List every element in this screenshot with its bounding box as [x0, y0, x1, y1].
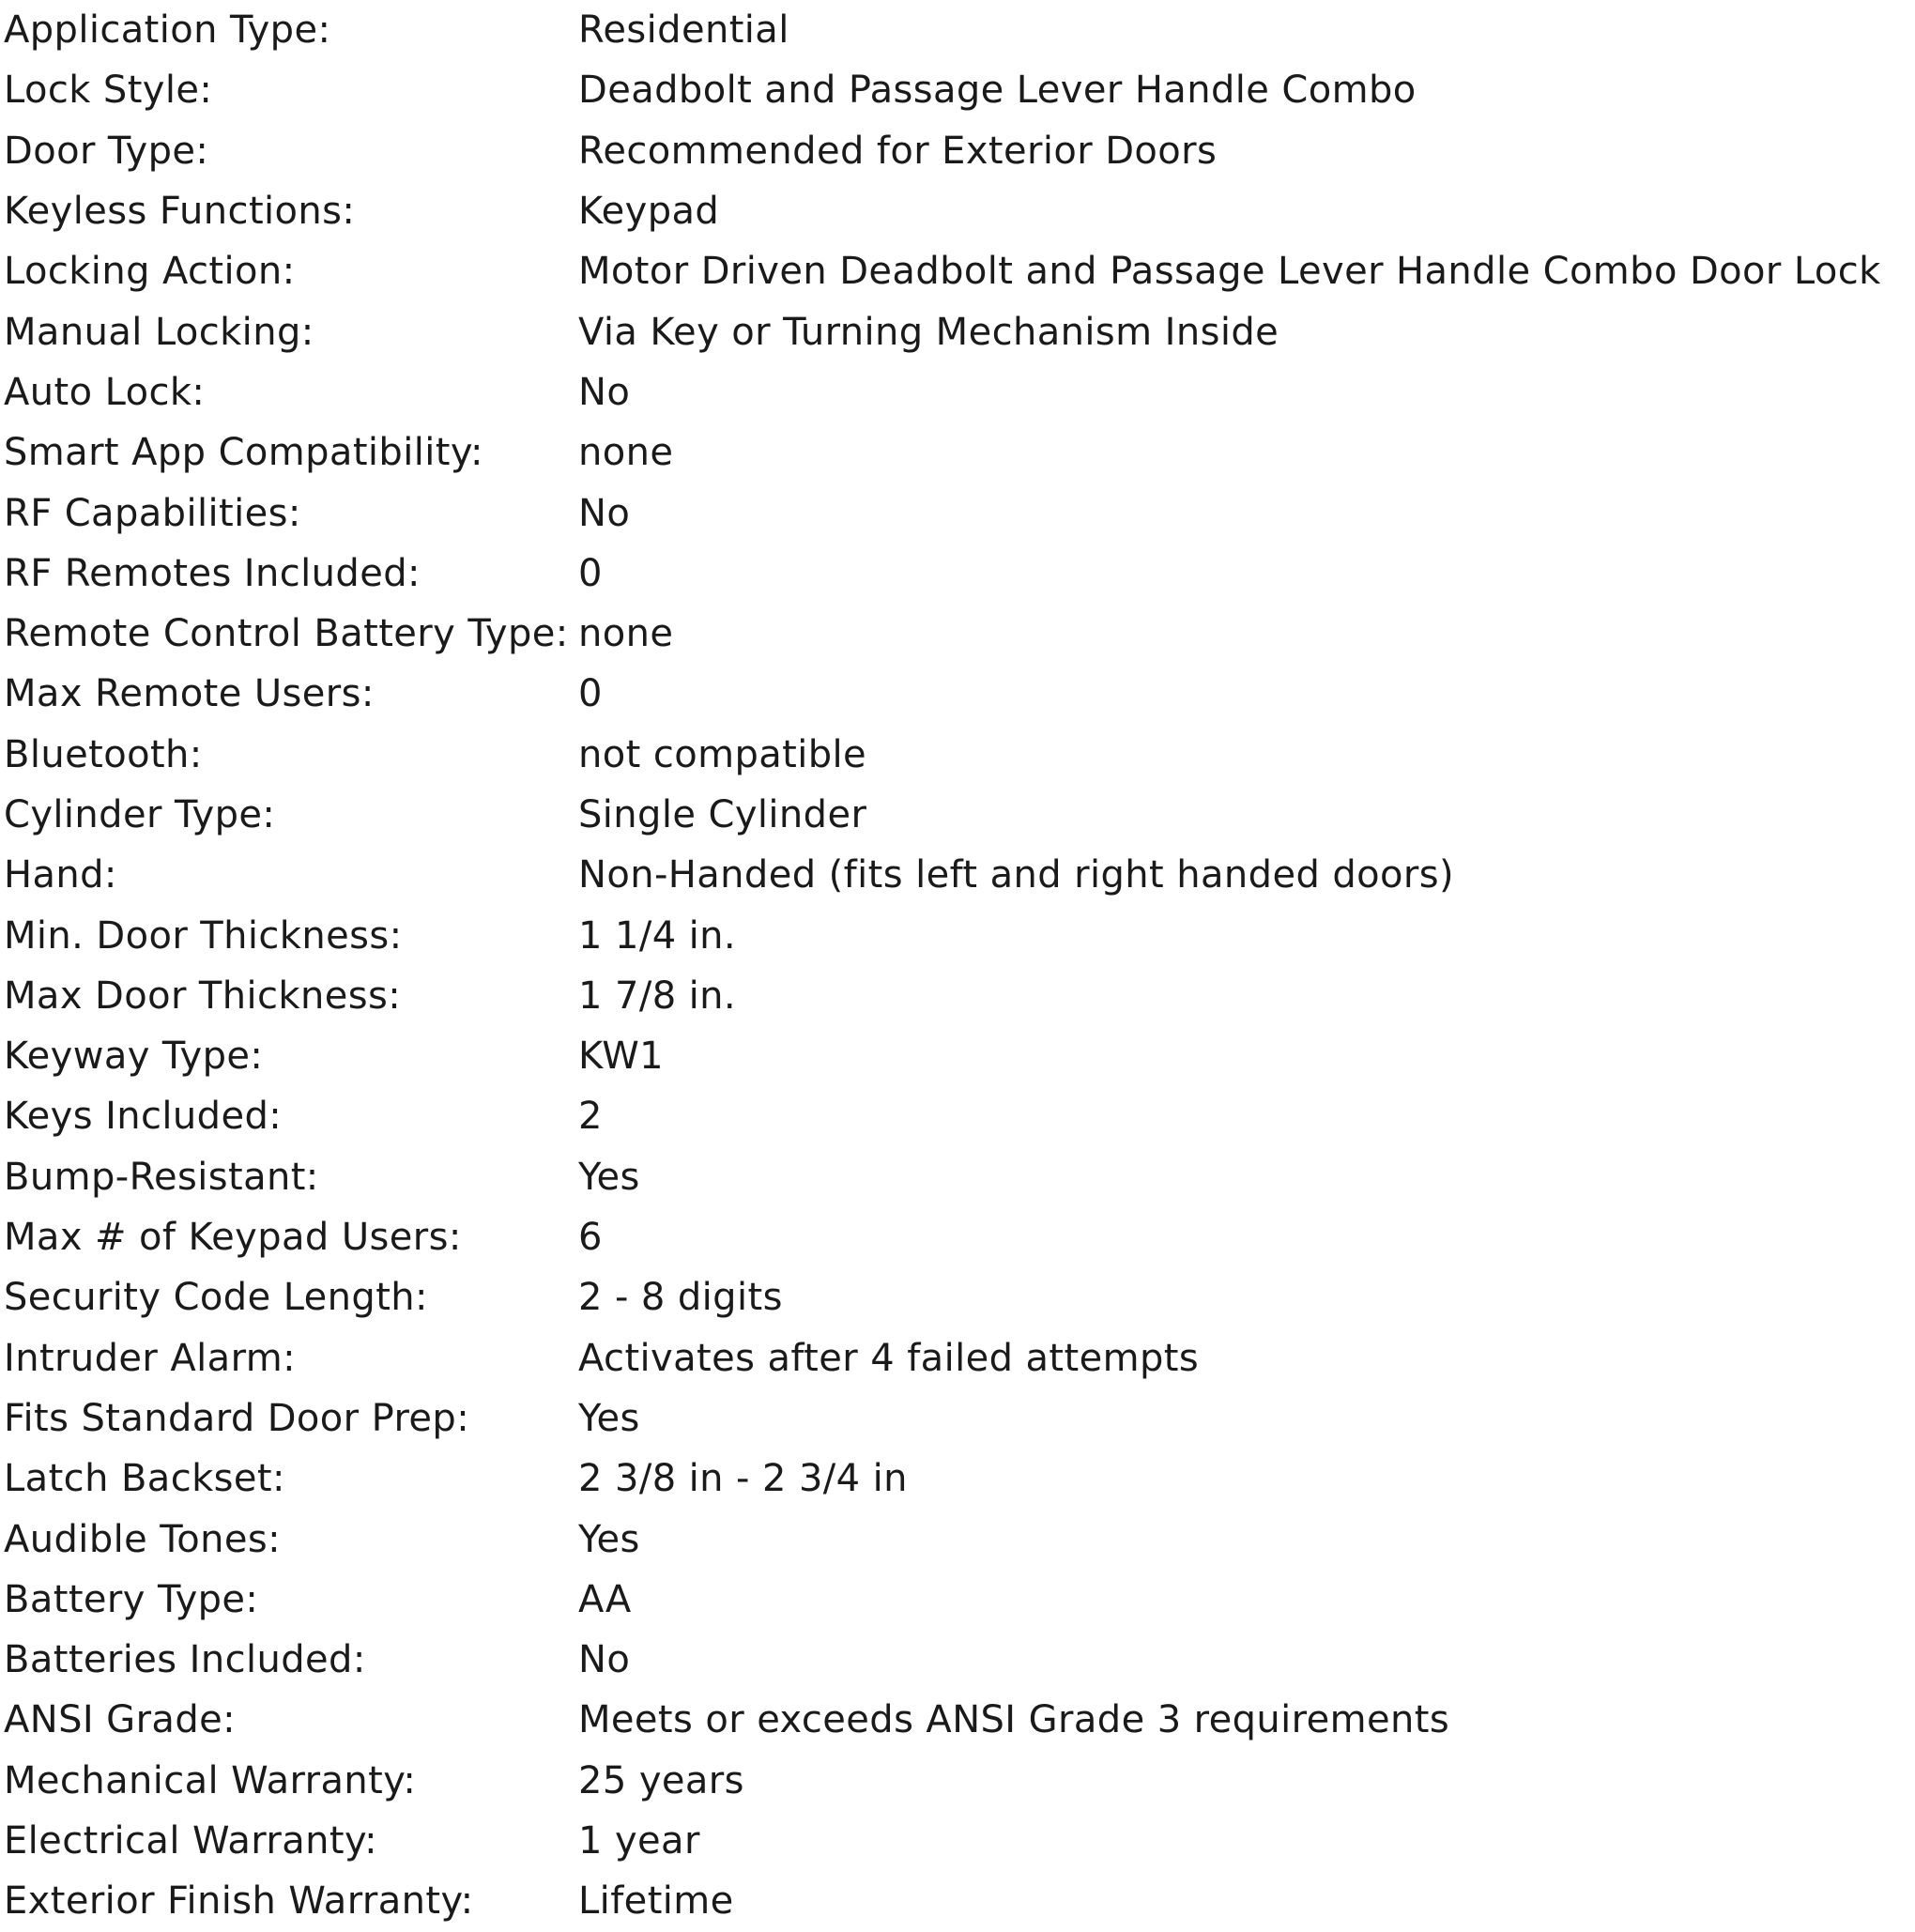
- spec-value: No: [578, 491, 631, 535]
- spec-label: Mechanical Warranty:: [4, 1758, 417, 1802]
- spec-label: Lock Style:: [4, 69, 213, 113]
- spec-row: [4, 725, 1909, 785]
- spec-value: No: [578, 370, 631, 414]
- spec-label: Max # of Keypad Users:: [4, 1216, 462, 1260]
- spec-label: Battery Type:: [4, 1577, 259, 1621]
- spec-row: [4, 121, 1909, 181]
- spec-label: Application Type:: [4, 8, 331, 53]
- spec-label: Bluetooth:: [4, 732, 203, 776]
- spec-row: [4, 241, 1909, 301]
- spec-label: Hand:: [4, 853, 117, 897]
- spec-row: [4, 1388, 1909, 1449]
- spec-label: Cylinder Type:: [4, 793, 276, 836]
- spec-label: RF Capabilities:: [4, 491, 301, 535]
- spec-value: none: [578, 612, 674, 656]
- spec-label: Keys Included:: [4, 1095, 283, 1139]
- spec-row: [4, 422, 1909, 483]
- spec-value: not compatible: [578, 732, 867, 776]
- spec-table: [4, 0, 1909, 1932]
- spec-row: [4, 1147, 1909, 1207]
- spec-label: Keyway Type:: [4, 1035, 264, 1079]
- spec-value: 1 7/8 in.: [578, 974, 737, 1018]
- spec-value: 0: [578, 672, 603, 716]
- spec-label: Audible Tones:: [4, 1517, 282, 1561]
- spec-row: [4, 181, 1909, 241]
- spec-row: [4, 1811, 1909, 1871]
- spec-value: Non-Handed (fits left and right handed doors): [578, 853, 1454, 897]
- spec-value: 2: [578, 1095, 603, 1139]
- spec-label: Auto Lock:: [4, 370, 206, 414]
- spec-row: [4, 0, 1909, 60]
- spec-label: Exterior Finish Warranty:: [4, 1879, 474, 1924]
- spec-row: [4, 604, 1909, 664]
- spec-value: AA: [578, 1577, 632, 1621]
- spec-label: Electrical Warranty:: [4, 1819, 378, 1863]
- spec-row: [4, 1026, 1909, 1086]
- spec-row: [4, 845, 1909, 905]
- spec-row: [4, 544, 1909, 604]
- spec-row: [4, 483, 1909, 543]
- spec-label: Fits Standard Door Prep:: [4, 1396, 470, 1440]
- spec-value: Yes: [578, 1396, 640, 1440]
- spec-row: [4, 1267, 1909, 1327]
- spec-row: [4, 785, 1909, 845]
- spec-value: none: [578, 431, 674, 475]
- spec-row: [4, 1509, 1909, 1569]
- spec-row: [4, 1328, 1909, 1388]
- spec-value: Via Key or Turning Mechanism Inside: [578, 310, 1279, 354]
- spec-row: [4, 1871, 1909, 1931]
- spec-row: [4, 301, 1909, 361]
- spec-row: [4, 664, 1909, 724]
- spec-label: Remote Control Battery Type:: [4, 612, 569, 656]
- spec-value: Yes: [578, 1155, 640, 1199]
- spec-value: 0: [578, 551, 603, 595]
- spec-label: Manual Locking:: [4, 310, 314, 354]
- spec-value: Single Cylinder: [578, 793, 867, 836]
- spec-label: Max Remote Users:: [4, 672, 375, 716]
- spec-label: Intruder Alarm:: [4, 1336, 296, 1380]
- spec-label: Locking Action:: [4, 250, 296, 294]
- spec-value: 6: [578, 1216, 603, 1260]
- spec-label: Bump-Resistant:: [4, 1155, 319, 1199]
- spec-value: Meets or exceeds ANSI Grade 3 requirements: [578, 1698, 1450, 1742]
- spec-row: [4, 1449, 1909, 1509]
- spec-label: Smart App Compatibility:: [4, 431, 483, 475]
- spec-value: KW1: [578, 1035, 665, 1079]
- spec-row: [4, 1570, 1909, 1630]
- spec-value: Yes: [578, 1517, 640, 1561]
- spec-label: ANSI Grade:: [4, 1698, 237, 1742]
- spec-label: RF Remotes Included:: [4, 551, 421, 595]
- spec-row: [4, 60, 1909, 120]
- spec-label: Security Code Length:: [4, 1276, 428, 1320]
- spec-label: Max Door Thickness:: [4, 974, 402, 1018]
- spec-value: Lifetime: [578, 1879, 734, 1924]
- spec-value: 1 1/4 in.: [578, 913, 737, 958]
- spec-value: 25 years: [578, 1758, 744, 1802]
- spec-row: [4, 1630, 1909, 1690]
- spec-value: Keypad: [578, 190, 720, 234]
- spec-row: [4, 1207, 1909, 1267]
- spec-row: [4, 966, 1909, 1026]
- spec-label: Min. Door Thickness:: [4, 913, 403, 958]
- spec-value: 1 year: [578, 1819, 700, 1863]
- spec-row: [4, 905, 1909, 965]
- spec-row: [4, 1751, 1909, 1811]
- spec-row: [4, 362, 1909, 422]
- spec-value: Motor Driven Deadbolt and Passage Lever Handle Combo Door Lock: [578, 250, 1881, 294]
- spec-value: No: [578, 1638, 631, 1682]
- spec-row: [4, 1086, 1909, 1146]
- spec-label: Latch Backset:: [4, 1457, 285, 1501]
- spec-value: 2 3/8 in - 2 3/4 in: [578, 1457, 908, 1501]
- spec-value: Deadbolt and Passage Lever Handle Combo: [578, 69, 1417, 113]
- spec-value: 2 - 8 digits: [578, 1276, 783, 1320]
- spec-value: Activates after 4 failed attempts: [578, 1336, 1200, 1380]
- spec-label: Batteries Included:: [4, 1638, 366, 1682]
- spec-value: Recommended for Exterior Doors: [578, 129, 1218, 173]
- spec-label: Door Type:: [4, 129, 209, 173]
- spec-label: Keyless Functions:: [4, 190, 356, 234]
- spec-row: [4, 1690, 1909, 1750]
- spec-value: Residential: [578, 8, 789, 53]
